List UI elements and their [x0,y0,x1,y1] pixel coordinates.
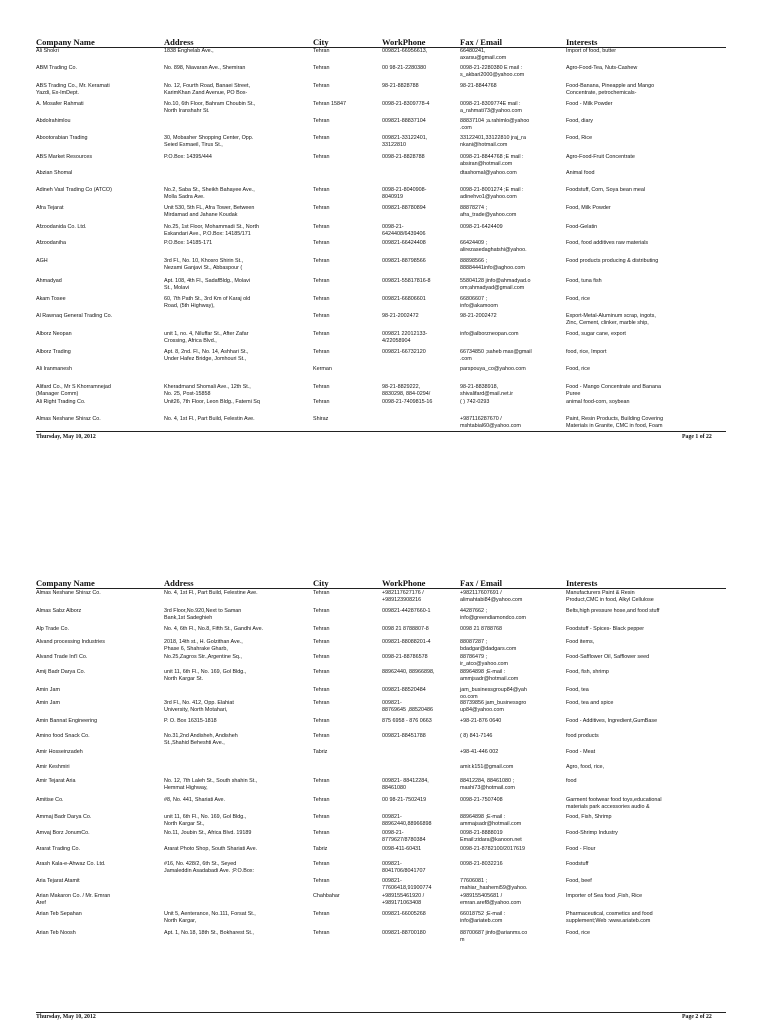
cell-company-name: Abdolrahimlou [36,118,71,124]
cell-address: Ararat Photo Shop, South Shariati Ave. [164,846,258,852]
cell-company-name: ABS Market Resources [36,154,93,160]
cell-company-name: Almas Neshane Shiraz Co. [36,416,101,422]
cell-address: Kheradmand Shomali Ave., 12th St., No. 25, Post-15858 [164,384,251,397]
cell-interests: Agro-Food-Tea, Nuts-Cashew [566,65,638,71]
cell-interests: Food, sugar cane, export [566,331,626,337]
cell-fax-email: +982117607691 / alimahtabi84@yahoo.com [460,590,523,603]
footer-date: Thursday, May 10, 2012 [36,434,96,440]
cell-interests: Food, beef [566,878,592,884]
cell-company-name: Amin Jam [36,700,60,706]
cell-interests: Food, food additives raw materials [566,240,649,246]
cell-fax-email: 0098 21 8788768 [460,626,502,632]
cell-work-phone: 009821-88837104 [382,118,426,124]
cell-interests: Food, tea [566,687,589,693]
col-header-workphone: WorkPhone [382,37,426,47]
cell-city: Tehran [313,384,330,390]
cell-work-phone: 009821- 8041706/8041707 [382,861,426,874]
cell-work-phone: 009821 22012133- 4/22058904 [382,331,428,344]
cell-work-phone: 009821-66806601 [382,296,426,302]
cell-city: Tehran [313,258,330,264]
cell-work-phone: 0098-21-8309778-4 [382,101,430,107]
cell-city: Tehran [313,154,330,160]
cell-city: Tehran [313,278,330,284]
cell-interests: Food, Milk Powder [566,205,611,211]
cell-city: Tehran [313,118,330,124]
cell-city: Tehran [313,733,330,739]
cell-work-phone: 009821-88780894 [382,205,426,211]
cell-company-name: Afzoodanida Co. Ltd. [36,224,87,230]
col-header-fax-email: Fax / Email [460,578,503,588]
cell-company-name: Al Rawnaq General Trading Co. [36,313,113,319]
cell-work-phone: 009821-44287660-1 [382,608,431,614]
cell-company-name: Afra Tejarat [36,205,64,211]
cell-company-name: Alborz Neopan [36,331,72,337]
cell-city: Tehran [313,349,330,355]
cell-city: Tehran [313,187,330,193]
cell-city: Tehran [313,65,330,71]
cell-company-name: Amir Keshmiri [36,764,70,770]
cell-address: No.31,2nd Andisheh, Andisheh St.,Shahid Beheshti Ave., [164,733,238,746]
cell-city: Tehran [313,814,330,820]
cell-company-name: AGH [36,258,48,264]
cell-interests: Food, diary [566,118,593,124]
cell-interests: Food-Shrimp Industry [566,830,618,836]
cell-address: unit 1, no. 4, Niluffar St., After Zafar Crossing, Africa Blvd., [164,331,249,344]
cell-interests: Food, Rice [566,135,593,141]
cell-fax-email: 66480241, axarsu@gmail.com [460,48,507,61]
cell-company-name: Afzoodaniha [36,240,66,246]
cell-fax-email: ( ) 742-0293 [460,399,490,405]
cell-work-phone: 0098-21-7409815-16 [382,399,433,405]
cell-work-phone: 009821-88798566 [382,258,426,264]
cell-fax-email: 77606081 ; mahiar_hashemi59@yahoo. [460,878,528,891]
cell-city: Tehran [313,878,330,884]
cell-fax-email: 88964898 ;E-mail : ammajsadr@hotmail.com [460,814,522,827]
cell-company-name: Arian Teb Noosh [36,930,76,936]
cell-interests: Food, tuna fish [566,278,602,284]
cell-fax-email: 98-21-8844768 [460,83,497,89]
cell-company-name: Ammaj Badr Darya Co. [36,814,92,820]
cell-address: 1838 Enghelab Ave., [164,48,214,54]
cell-fax-email: parspouya_co@yahoo.com [460,366,526,372]
cell-fax-email: info@alborzneopan.com [460,331,519,337]
cell-work-phone: 98-21-2002472 [382,313,419,319]
cell-city: Shiraz [313,416,329,422]
cell-work-phone: 0098-21-88786578 [382,654,428,660]
cell-city: Tabriz [313,846,328,852]
cell-fax-email: 0098-21-2280380 E mail : s_akbari2000@yahoo.com [460,65,525,78]
cell-fax-email: 88087287 ; bdadgar@dadgars.com [460,639,517,652]
cell-interests: Food, fish, shrimp [566,669,609,675]
cell-fax-email: jam_businessgroup84@yah oo.com [460,687,527,700]
cell-city: Tehran [313,608,330,614]
cell-city: Tehran [313,626,330,632]
cell-company-name: Amij Badr Darya Co. [36,669,86,675]
cell-interests: Food - Flour [566,846,596,852]
cell-city: Chahbahar [313,893,340,899]
cell-address: No. 4, 1st Fl., Part Build, Felestin Ave. [164,416,255,422]
cell-city: Tehran [313,718,330,724]
cell-work-phone: 009821-66956613, [382,48,428,54]
cell-city: Tehran [313,639,330,645]
cell-work-phone: 875 6958 - 876 0663 [382,718,432,724]
cell-fax-email: 88878274 ; afra_trade@yahoo.com [460,205,517,218]
cell-company-name: Amin Bannat Engineering [36,718,98,724]
cell-address: Apt. 8, 2nd. Fl., No. 14, Ashhari St., Under Hafez Bridge, Jomhouri St., [164,349,249,362]
cell-city: Tehran [313,296,330,302]
cell-interests: food products [566,733,599,739]
cell-company-name: Almas Neshane Shiraz Co. [36,590,101,596]
cell-company-name: Alborz Trading [36,349,71,355]
cell-fax-email: dtashomal@yahoo.com [460,170,517,176]
cell-address: Unit 5, Aenterance, No.111, Forsat St., North Kargar, [164,911,256,924]
cell-interests: food, rice, Import [566,349,607,355]
cell-work-phone: 98-21-8829222, 8830298, 884-0294/ [382,384,431,397]
cell-city: Tehran [313,687,330,693]
cell-city: Tehran [313,224,330,230]
cell-fax-email: 88700687 jinfo@arianms.co m [460,930,528,943]
cell-fax-email: 33122401,33122810 jraj_ra nkani@hotmail.com [460,135,526,148]
col-header-company: Company Name [36,37,95,47]
cell-work-phone: 00 98-21-2280380 [382,65,427,71]
cell-company-name: Arian Makaron Co. / Mr. Emran Aref [36,893,111,906]
cell-city: Tehran [313,861,330,867]
cell-address: Unit26, 7th Floor, Leon Bldg., Fatemi Sq [164,399,260,405]
cell-address: P.O.Box: 14395/444 [164,154,212,160]
cell-work-phone: 009821- 88962440,88966898 [382,814,432,827]
cell-company-name: Alvand Trade Int'l Co. [36,654,88,660]
cell-interests: Export-Metal-Aluminum scrap, ingots, Zinc, Cement, clinker, marble ship, [566,313,656,326]
cell-fax-email: 0098-21-7507408 [460,797,503,803]
cell-work-phone: 88962440, 88966898, [382,669,435,675]
cell-work-phone: 009821- 88412284, 88461080 [382,778,429,791]
cell-address: Apt. 1, No.18, 18th St., Bokharest St., [164,930,254,936]
cell-interests: Food - Meat [566,749,596,755]
cell-city: Tabriz [313,749,328,755]
report-page-2 [0,512,768,1024]
cell-fax-email: 0098-21-8782100/2017619 [460,846,526,852]
cell-interests: Manufacturers Paint & Resin Product,CMC in food, Alkyl Cellulose [566,590,654,603]
col-header-city: City [313,578,329,588]
cell-interests: Food, rice [566,296,590,302]
cell-address: No. 12, Fourth Road, Banaei Street, KarimKhan Zand Avenue, PO Box- [164,83,251,96]
cell-city: Kerman [313,366,332,372]
cell-address: 3rd Floor,No.920,Next to Saman Bank,1st Sadeghieh [164,608,242,621]
cell-interests: Pharmaceutical, cosmetics and food supplement;Web :www.ariateb.com [566,911,653,924]
cell-fax-email: 88964898 ;E-mail : ammjsadr@hotmail.com [460,669,519,682]
col-header-workphone: WorkPhone [382,578,426,588]
cell-address: No.25,Zagros Str.,Argentine Sq., [164,654,242,660]
cell-address: No. 4, 1st Fl., Part Build, Felestine Ave. [164,590,258,596]
cell-work-phone: 009821-66732120 [382,349,426,355]
cell-address: #8, No. 441, Shariati Ave. [164,797,226,803]
cell-interests: Food - Additives, Ingredient,GumBase [566,718,658,724]
cell-work-phone: 0098-411-60431 [382,846,422,852]
cell-fax-email: 66806607 ; info@akamoom [460,296,498,309]
cell-interests: Food - Milk Powder [566,101,613,107]
cell-work-phone: 009821-66424408 [382,240,426,246]
col-header-interests: Interests [566,578,598,588]
cell-city: Tehran [313,48,330,54]
footer-rule [36,431,726,432]
cell-city: Tehran [313,911,330,917]
cell-address: No.11, Joubin St., Africa Blvd. 19189 [164,830,252,836]
cell-fax-email: +987116287670 / mshtabial60@yahoo.com [460,416,521,429]
cell-work-phone: 009821-66005268 [382,911,426,917]
cell-address: Unit 530, 5th FL, Afra Tower, Between Mirdamad and Jahane Koudak [164,205,255,218]
cell-fax-email: 0098-21-6424409 [460,224,503,230]
cell-interests: Food products producing & distributing [566,258,659,264]
cell-fax-email: 98-21-8838918, shivalifard@mail.net.ir [460,384,514,397]
cell-company-name: Amitise Co. [36,797,64,803]
cell-company-name: Ararat Trading Co. [36,846,81,852]
cell-fax-email: 88837104 ;a.rahimlo@yahoo .com [460,118,530,131]
cell-city: Tehran [313,240,330,246]
cell-fax-email: 66734850 ;saheb max@gmail .com [460,349,532,362]
footer-rule [36,1012,726,1013]
cell-company-name: Alp Trade Co. [36,626,69,632]
cell-city: Tehran [313,590,330,596]
cell-city: Tehran [313,797,330,803]
cell-address: unit 11, 6th Fl., No. 169, Gol Bldg., North Kargar St., [164,814,247,827]
cell-company-name: Ali Iranmanesh [36,366,72,372]
cell-interests: Agro-Food-Fruit Concentrate [566,154,635,160]
cell-fax-email: 0098-21-8309774E mail : a_rahmati73@yahoo.com [460,101,522,114]
cell-address: P. O. Box 16315-1818 [164,718,217,724]
cell-company-name: Alvand processing Industries [36,639,105,645]
cell-fax-email: 44287662 ; info@greendiamondco.com [460,608,527,621]
cell-fax-email: 0098-21-8888019 Email:zidara@kanoon.net [460,830,522,843]
header-rule [36,588,726,589]
cell-fax-email: 0098-21-8032216 [460,861,503,867]
cell-interests: food [566,778,577,784]
cell-address: 3rd Fl., No. 412, Opp. Elahiat University, North Motahari, [164,700,234,713]
cell-company-name: Abootorabian Trading [36,135,88,141]
cell-work-phone: 009821-88520484 [382,687,426,693]
cell-work-phone: 009821-88088201-4 [382,639,431,645]
cell-work-phone: 009821-88451788 [382,733,426,739]
cell-fax-email: +989155405681 / emran.aref8@yahoo.com [460,893,521,906]
cell-city: Tehran [313,331,330,337]
cell-work-phone: +989155461920 / +989171063408 [382,893,425,906]
cell-address: No.10, 6th Floor, Bahram Choubin St., North Iranshahr St. [164,101,256,114]
col-header-company: Company Name [36,578,95,588]
cell-company-name: Almas Sabz Alborz [36,608,82,614]
cell-interests: Foodstuff - Spices- Black pepper [566,626,645,632]
cell-address: 60, 7th Path St., 3rd Km of Karaj old Road, (5th Highway), [164,296,251,309]
cell-company-name: Akam Tosee [36,296,66,302]
cell-interests: Food, rice [566,366,590,372]
cell-company-name: ABS Trading Co., Mr. Keramati Yazdi, Ex-ImDept. [36,83,110,96]
cell-fax-email: amir.k151@gmail.com [460,764,514,770]
cell-fax-email: 88786479 ; ir_atco@yahoo.com [460,654,509,667]
cell-fax-email: 88739856 jam_businessgro up84@yahoo.com [460,700,527,713]
cell-fax-email: 55804128 jinfo@ahmadyad.o om;ahmadyad@gmail.com [460,278,531,291]
cell-city: Tehran [313,669,330,675]
cell-fax-email: 0098-21-8001274 ;E mail : adinehvo1@yahoo.com [460,187,524,200]
cell-fax-email: 98-21-2002472 [460,313,497,319]
cell-work-phone: 0098-21-8828788 [382,154,425,160]
cell-work-phone: 009821- 88769645 ,88520486 [382,700,433,713]
cell-company-name: Amvaj Borz JonumCo. [36,830,90,836]
cell-city: Tehran [313,313,330,319]
cell-address: 3rd Fl., No. 10, Khosro Shirin St., Nezami Ganjavi St., Abbaspour ( [164,258,244,271]
cell-company-name: Adineh Vasl Trading Co (ATCO) [36,187,112,193]
cell-interests: Food, Fish, Shrimp [566,814,612,820]
cell-interests: Food-Banana, Pineapple and Mango Concentrate, petrochemicals- [566,83,655,96]
cell-company-name: Arian Teb Sepahan [36,911,82,917]
cell-fax-email: 66424409 ; alirezasedaghatshi@yahoo. [460,240,527,253]
cell-fax-email: 88898566 ; 88884441info@aghoo.com [460,258,525,271]
cell-city: Tehran [313,135,330,141]
cell-interests: Foodstuff, Corn, Soya bean meal [566,187,646,193]
cell-work-phone: 00 98-21-7502419 [382,797,427,803]
cell-interests: Food, rice [566,930,590,936]
cell-fax-email: +98-41-446 002 [460,749,499,755]
cell-fax-email: 0098-21-8844768 ;E mail : absiran@hotmail.com [460,154,524,167]
cell-city: Tehran [313,83,330,89]
cell-interests: Import of food, butter [566,48,617,54]
cell-interests: Food, tea and spice [566,700,614,706]
cell-company-name: Alifard Co., Mr S Khorramnejad (Manager Comm) [36,384,111,397]
cell-fax-email: ( 8) 841-7146 [460,733,493,739]
cell-company-name: ABM Trading Co. [36,65,78,71]
cell-work-phone: 98-21-8828788 [382,83,419,89]
cell-company-name: Abzian Shomal [36,170,73,176]
cell-work-phone: 0098-21- 8779627/8780384 [382,830,426,843]
cell-company-name: Arash Kala-e-Ahwaz Co. Ltd. [36,861,106,867]
cell-fax-email: 88412284, 88461080 ; mashi73@hotmail.com [460,778,515,791]
cell-work-phone: 009821-88700180 [382,930,426,936]
cell-city: Tehran [313,654,330,660]
cell-address: No.2, Saba St., Sheikh Bahayee Ave., Molla Sadra Ave. [164,187,255,200]
cell-address: No. 4, 6th Fl., No.8, Fifth St., Gandhi Ave. [164,626,264,632]
cell-address: No. 12, 7th Laleh St., South shahin St., Hemmat Highway, [164,778,258,791]
cell-city: Tehran 15847 [313,101,346,107]
cell-city: Tehran [313,205,330,211]
cell-interests: Belts,high pressure hose,and food stuff [566,608,660,614]
cell-city: Tehran [313,700,330,706]
cell-interests: Foodstuff [566,861,589,867]
cell-interests: Food items, [566,639,595,645]
cell-interests: Agro, food, rice, [566,764,605,770]
cell-address: No. 898, Niavaran Ave., Shemiran [164,65,246,71]
cell-city: Tehran [313,830,330,836]
cell-work-phone: 009821-55817816-8 [382,278,431,284]
cell-interests: Food-Gelatin [566,224,598,230]
col-header-address: Address [164,37,194,47]
cell-address: #16, No. 428/2, 6th St., Seyed Jamaleddin Asadabadi Ave. ;P.O.Box: [164,861,255,874]
cell-address: 2018, 14th st., H. Golzithan Ave., Phase 6, Shahrake Gharb, [164,639,243,652]
cell-interests: Garment footwear food toys,educational materials park accessories audio & [566,797,662,810]
col-header-city: City [313,37,329,47]
cell-fax-email: +98-21-876 0640 [460,718,502,724]
cell-company-name: Ali Right Trading Co. [36,399,86,405]
cell-interests: Paint, Resin Products, Building Covering Materials in Granite, CMC in food, Foam [566,416,664,429]
cell-interests: Importer of Sea food ,Fish, Rice [566,893,643,899]
cell-city: Tehran [313,778,330,784]
cell-address: Apt. 108, 4th Fl., SadafBldg., Molavi St., Molavi [164,278,250,291]
cell-work-phone: 0098-21- 6424408/6439406 [382,224,426,237]
cell-work-phone: 009821- 77606418,91900774 [382,878,432,891]
footer-date: Thursday, May 10, 2012 [36,1014,96,1020]
cell-company-name: Amino food Snack Co. [36,733,90,739]
cell-company-name: Ahmadyad [36,278,62,284]
cell-interests: animal food-corn, soybean [566,399,630,405]
cell-city: Tehran [313,399,330,405]
cell-address: No.25, 1st Floor, Mohammadi St., North Eskandari Ave., P.O.Box: 14185/171 [164,224,259,237]
footer-page-number: Page 1 of 22 [682,434,712,440]
cell-company-name: Ali Shokri [36,48,59,54]
cell-company-name: Aria Tejarat Atamit [36,878,80,884]
col-header-fax-email: Fax / Email [460,37,503,47]
cell-work-phone: +982117627176 / +989123908216 [382,590,424,603]
cell-interests: Food-Safflower Oil, Safflower seed [566,654,650,660]
col-header-address: Address [164,578,194,588]
cell-company-name: Amin Jam [36,687,60,693]
cell-company-name: A. Mosafer Rahmati [36,101,84,107]
cell-work-phone: 0098-21-8040908- 8040919 [382,187,427,200]
cell-fax-email: 66018752 ;E-mail : info@ariateb.com [460,911,506,924]
col-header-interests: Interests [566,37,598,47]
cell-address: 30, Mobasher Shopping Center, Opp. Seied Esmaeil, Tirus St., [164,135,254,148]
cell-address: P.O.Box: 14185-171 [164,240,213,246]
cell-work-phone: 009821-33122401, 33122810 [382,135,428,148]
cell-address: unit 11, 6th Fl., No. 169, Gol Bldg., North Kargar St. [164,669,247,682]
cell-city: Tehran [313,930,330,936]
cell-interests: Animal food [566,170,595,176]
cell-company-name: Amir Tejarat Aria [36,778,76,784]
cell-interests: Food - Mango Concentrate and Banana Puree [566,384,661,397]
cell-work-phone: 0098 21 8788807-8 [382,626,429,632]
cell-company-name: Amir Hosseinzadeh [36,749,83,755]
footer-page-number: Page 2 of 22 [682,1014,712,1020]
